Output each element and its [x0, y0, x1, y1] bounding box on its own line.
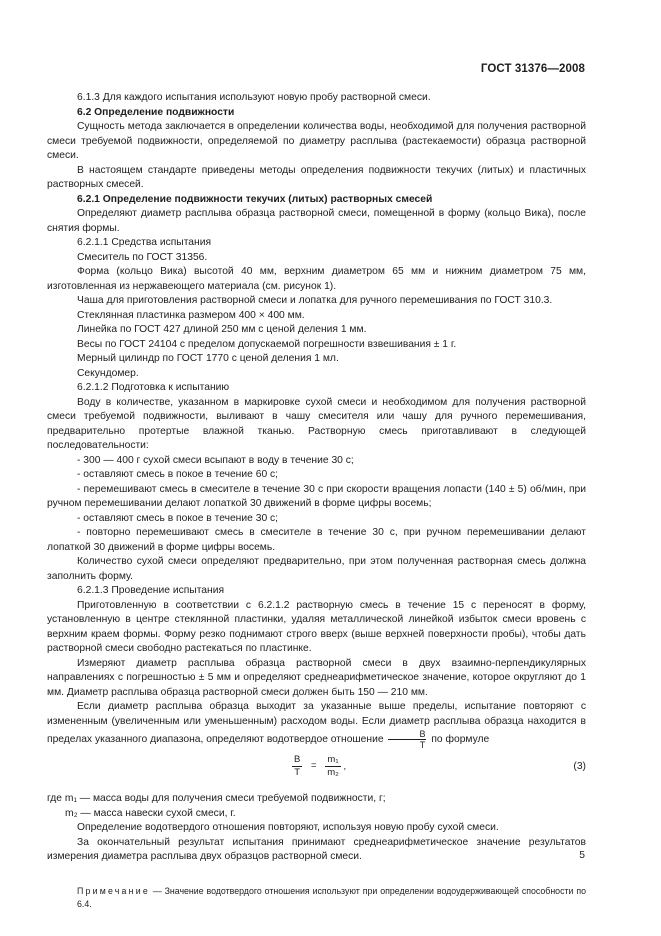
paragraph: В настоящем стандарте приведены методы определения подвижности текучих (литых) и пластичных растворных смесей.: [47, 164, 586, 190]
list-item: - оставляют смесь в покое в течение 30 с;: [77, 512, 279, 524]
equipment-item: Смеситель по ГОСТ 31356.: [77, 251, 208, 263]
subsection-heading-6-2-1-1: 6.2.1.1 Средства испытания: [77, 237, 212, 248]
formula-lhs-denominator: Т: [294, 767, 301, 778]
paragraph: Сущность метода заключается в определении количества воды, необходимой для получения растворной смеси требуемой подвижности, определяемой по диаметру расплыва (растекаемости) образца растворной смеси.: [47, 121, 586, 161]
standard-header: ГОСТ 31376—2008: [480, 63, 585, 75]
formula-tail: ,: [343, 761, 347, 773]
subsection-heading-6-2-1-3: 6.2.1.3 Проведение испытания: [77, 585, 225, 596]
equipment-item: Весы по ГОСТ 24104 с пределом допускаемой погрешности взвешивания ± 1 г.: [77, 338, 457, 350]
note-label: Примечание: [77, 885, 150, 896]
fraction-denominator: Т: [419, 740, 426, 750]
equipment-item: Секундомер.: [77, 367, 139, 379]
equipment-item: Чаша для приготовления растворной смеси и лопатка для ручного перемешивания по ГОСТ 310.3.: [77, 295, 553, 306]
fraction-numerator: В: [388, 729, 426, 740]
formula-number: (3): [573, 761, 586, 772]
formula-3: [47, 754, 586, 786]
paragraph: Измеряют диаметр расплыва образца растворной смеси в двух взаимно-перпендикулярных направлениях с погрешностью ± 5 мм и определяют среднеарифметическое значение, которое округляют до 1 мм. Диаметр расплыва образца растворной смеси должен быть 150 — 210 мм.: [47, 657, 586, 698]
paragraph-text: по формуле: [431, 734, 490, 746]
formula-rhs: [325, 754, 341, 779]
equipment-item: Форма (кольцо Вика) высотой 40 мм, верхним диаметром 65 мм и нижним диаметром 75 мм, изготовленная из нержавеющего материала (см. рисунок 1).: [47, 266, 586, 292]
list-item: - 300 — 400 г сухой смеси всыпают в воду в течение 30 с;: [77, 454, 354, 466]
formula-rhs-numerator: m₁: [325, 754, 341, 767]
list-item: - оставляют смесь в покое в течение 60 с;: [77, 469, 279, 480]
paragraph: [47, 700, 586, 750]
inline-fraction: [388, 729, 426, 750]
paragraph-text: Если диаметр расплыва образца выходит за указанные выше пределы, испытание повторяют с измененным (увеличенным или уменьшенным) расходом воды. Если диаметр расплыва образца находится в пределах указанного диапазона, определяют водотвердое отношение: [47, 701, 586, 746]
note: [47, 885, 586, 911]
paragraph: Приготовленную в соответствии с 6.2.1.2 растворную смесь в течение 15 с переносят в форму, установленную в центре стеклянной пластинки, удаляя металлической линейкой избыток смеси вровень с верхним краем формы. Форму резко поднимают строго вверх (выше верхней поверхности пробы), чтобы дать растворной смеси свободно растекаться по пластинке.: [47, 599, 586, 654]
where-line: m₂ — масса навески сухой смеси, г.: [65, 807, 236, 819]
note-text: — Значение водотвердого отношения используют при определении водоудерживающей способности по 6.4.: [77, 885, 586, 909]
page-body: [47, 91, 586, 911]
formula-rhs-denominator: m₂: [327, 767, 339, 778]
equipment-item: Мерный цилиндр по ГОСТ 1770 с ценой деления 1 мл.: [77, 353, 339, 364]
section-heading-6-2-1: 6.2.1 Определение подвижности текучих (литых) растворных смесей: [77, 193, 433, 205]
paragraph: Определение водотвердого отношения повторяют, используя новую пробу сухой смеси.: [77, 822, 499, 833]
section-heading-6-2: 6.2 Определение подвижности: [77, 106, 235, 118]
paragraph: Определяют диаметр расплыва образца растворной смеси, помещенной в форму (кольцо Вика), после снятия формы.: [47, 208, 586, 234]
formula-lhs: [292, 754, 302, 779]
equipment-item: Стеклянная пластинка размером 400 × 400 мм.: [77, 309, 305, 321]
paragraph: Воду в количестве, указанном в маркировке сухой смеси и необходимом для получения растворной смеси требуемой подвижности, выливают в чашу смесителя или чашу для ручного перемешивания, предварительно протертые влажной тканью. Растворную смесь приготавливают в следующей последовательности:: [47, 396, 586, 451]
list-item: - перемешивают смесь в смесителе в течение 30 с при скорости вращения лопасти (140 ± 5) об/мин, при ручном перемешивании делают лопаткой 30 движений в форме цифры восемь;: [47, 483, 586, 509]
subsection-heading-6-2-1-2: 6.2.1.2 Подготовка к испытанию: [77, 382, 230, 393]
formula-expression: [292, 754, 346, 779]
clause-6-1-3: 6.1.3 Для каждого испытания используют новую пробу растворной смеси.: [77, 92, 431, 103]
formula-lhs-numerator: В: [294, 754, 301, 765]
paragraph: За окончательный результат испытания принимают среднеарифметическое значение результатов измерения диаметра расплыва двух образцов растворной смеси.: [47, 836, 586, 862]
where-line: где m₁ — масса воды для получения смеси требуемой подвижности, г;: [47, 793, 386, 804]
page-number: 5: [579, 850, 585, 861]
equipment-item: Линейка по ГОСТ 427 длиной 250 мм с ценой деления 1 мм.: [77, 324, 367, 335]
formula-equals: =: [310, 760, 317, 772]
paragraph: Количество сухой смеси определяют предварительно, при этом полученная растворная смесь должна заполнить форму.: [47, 556, 586, 582]
list-item: - повторно перемешивают смесь в смесителе в течение 30 с, при ручном перемешивании делают лопаткой 30 движений в форме цифры восемь.: [47, 527, 586, 553]
